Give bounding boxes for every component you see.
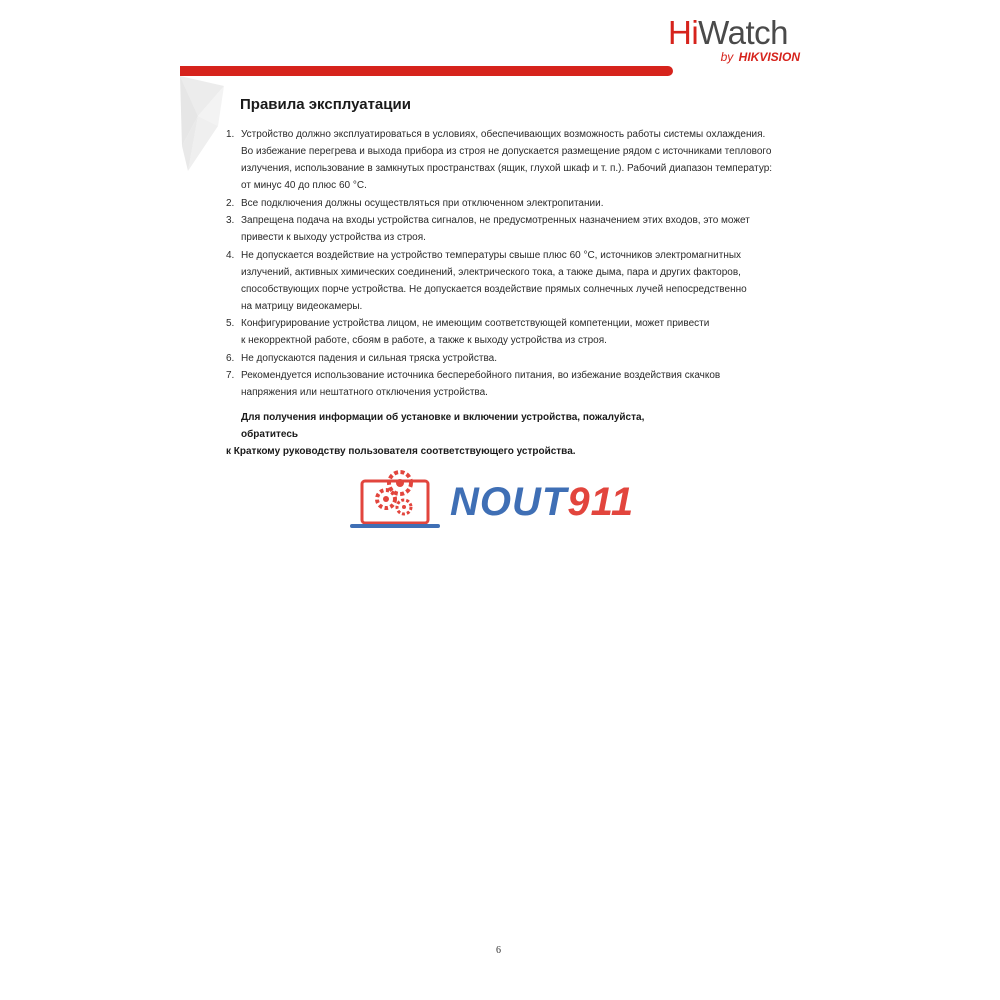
rule-item [226,350,786,367]
rule-item [226,367,786,401]
rule-text: Запрещена подача на входы устройства сигналов, не предусмотренных назначением этих входов, это может привести к выходу устройства из строя. [241,215,750,243]
info-note-line-1: Для получения информации об установке и включении устройства, пожалуйста, обратитесь [241,412,645,440]
rule-text: Рекомендуется использование источника бесперебойного питания, во избежание воздействия скачков напряжения или нештатного отключения устройства. [241,370,721,398]
brand-watch: Watch [698,14,788,51]
rule-text: Все подключения должны осуществляться при отключенном электропитании. [241,197,604,209]
rule-number: 3. [226,215,235,226]
rule-item [226,126,786,194]
rule-item [226,212,786,246]
info-note [226,409,696,460]
brand-subtitle [721,50,800,64]
rule-number: 6. [226,352,235,364]
rules-list [226,126,786,402]
watermark-accent: 911 [567,480,635,524]
rule-number: 1. [226,129,235,140]
rule-text: Конфигурирование устройства лицом, не имеющим соответствующей компетенции, может привести к некорректной работе, сбоям в работе, а также к выходу устройства из строя. [241,318,710,346]
watermark-text [450,480,634,525]
decorative-shard-icon [178,76,228,171]
brand-hikvision: HIKVISION [738,50,800,64]
rule-text: Не допускается воздействие на устройство температуры свыше плюс 60 °С, источников электромагнитных излучений, активных химических соединений, электрического тока, а также дыма, пара и других факторов, способствующих порче устройства. Не допускается воздействие прямых солнечных лучей непосредственно на матрицу видеокамеры. [241,249,747,312]
rule-number: 2. [226,197,235,209]
rule-item [226,315,786,349]
brand-hi: Hi [668,14,699,51]
rule-number: 7. [226,370,235,381]
hiwatch-logo [668,14,800,70]
rule-number: 4. [226,249,235,261]
info-note-line-2: к Краткому руководству пользователя соответствующего устройства. [226,446,576,457]
rule-text: Не допускаются падения и сильная тряска устройства. [241,352,497,364]
rule-text: Устройство должно эксплуатироваться в условиях, обеспечивающих возможность работы системы охлаждения. Во избежание перегрева и выхода прибора из строя не допускается размещение рядом с источниками теплового излучения, использование в замкнутых пространствах (ящик, глухой шкаф и т. п.). Рабочий диапазон температур: от минус 40 до плюс 60 °С. [241,129,773,191]
rule-number: 5. [226,318,235,329]
brand-by: by [720,50,734,64]
page-number: 6 [496,945,501,956]
brand-wordmark [668,14,788,52]
page-title: Правила эксплуатации [240,96,411,113]
rule-item [226,195,786,212]
watermark-main: NOUT [450,480,568,524]
rule-item [226,247,786,315]
header-red-bar [180,66,673,76]
